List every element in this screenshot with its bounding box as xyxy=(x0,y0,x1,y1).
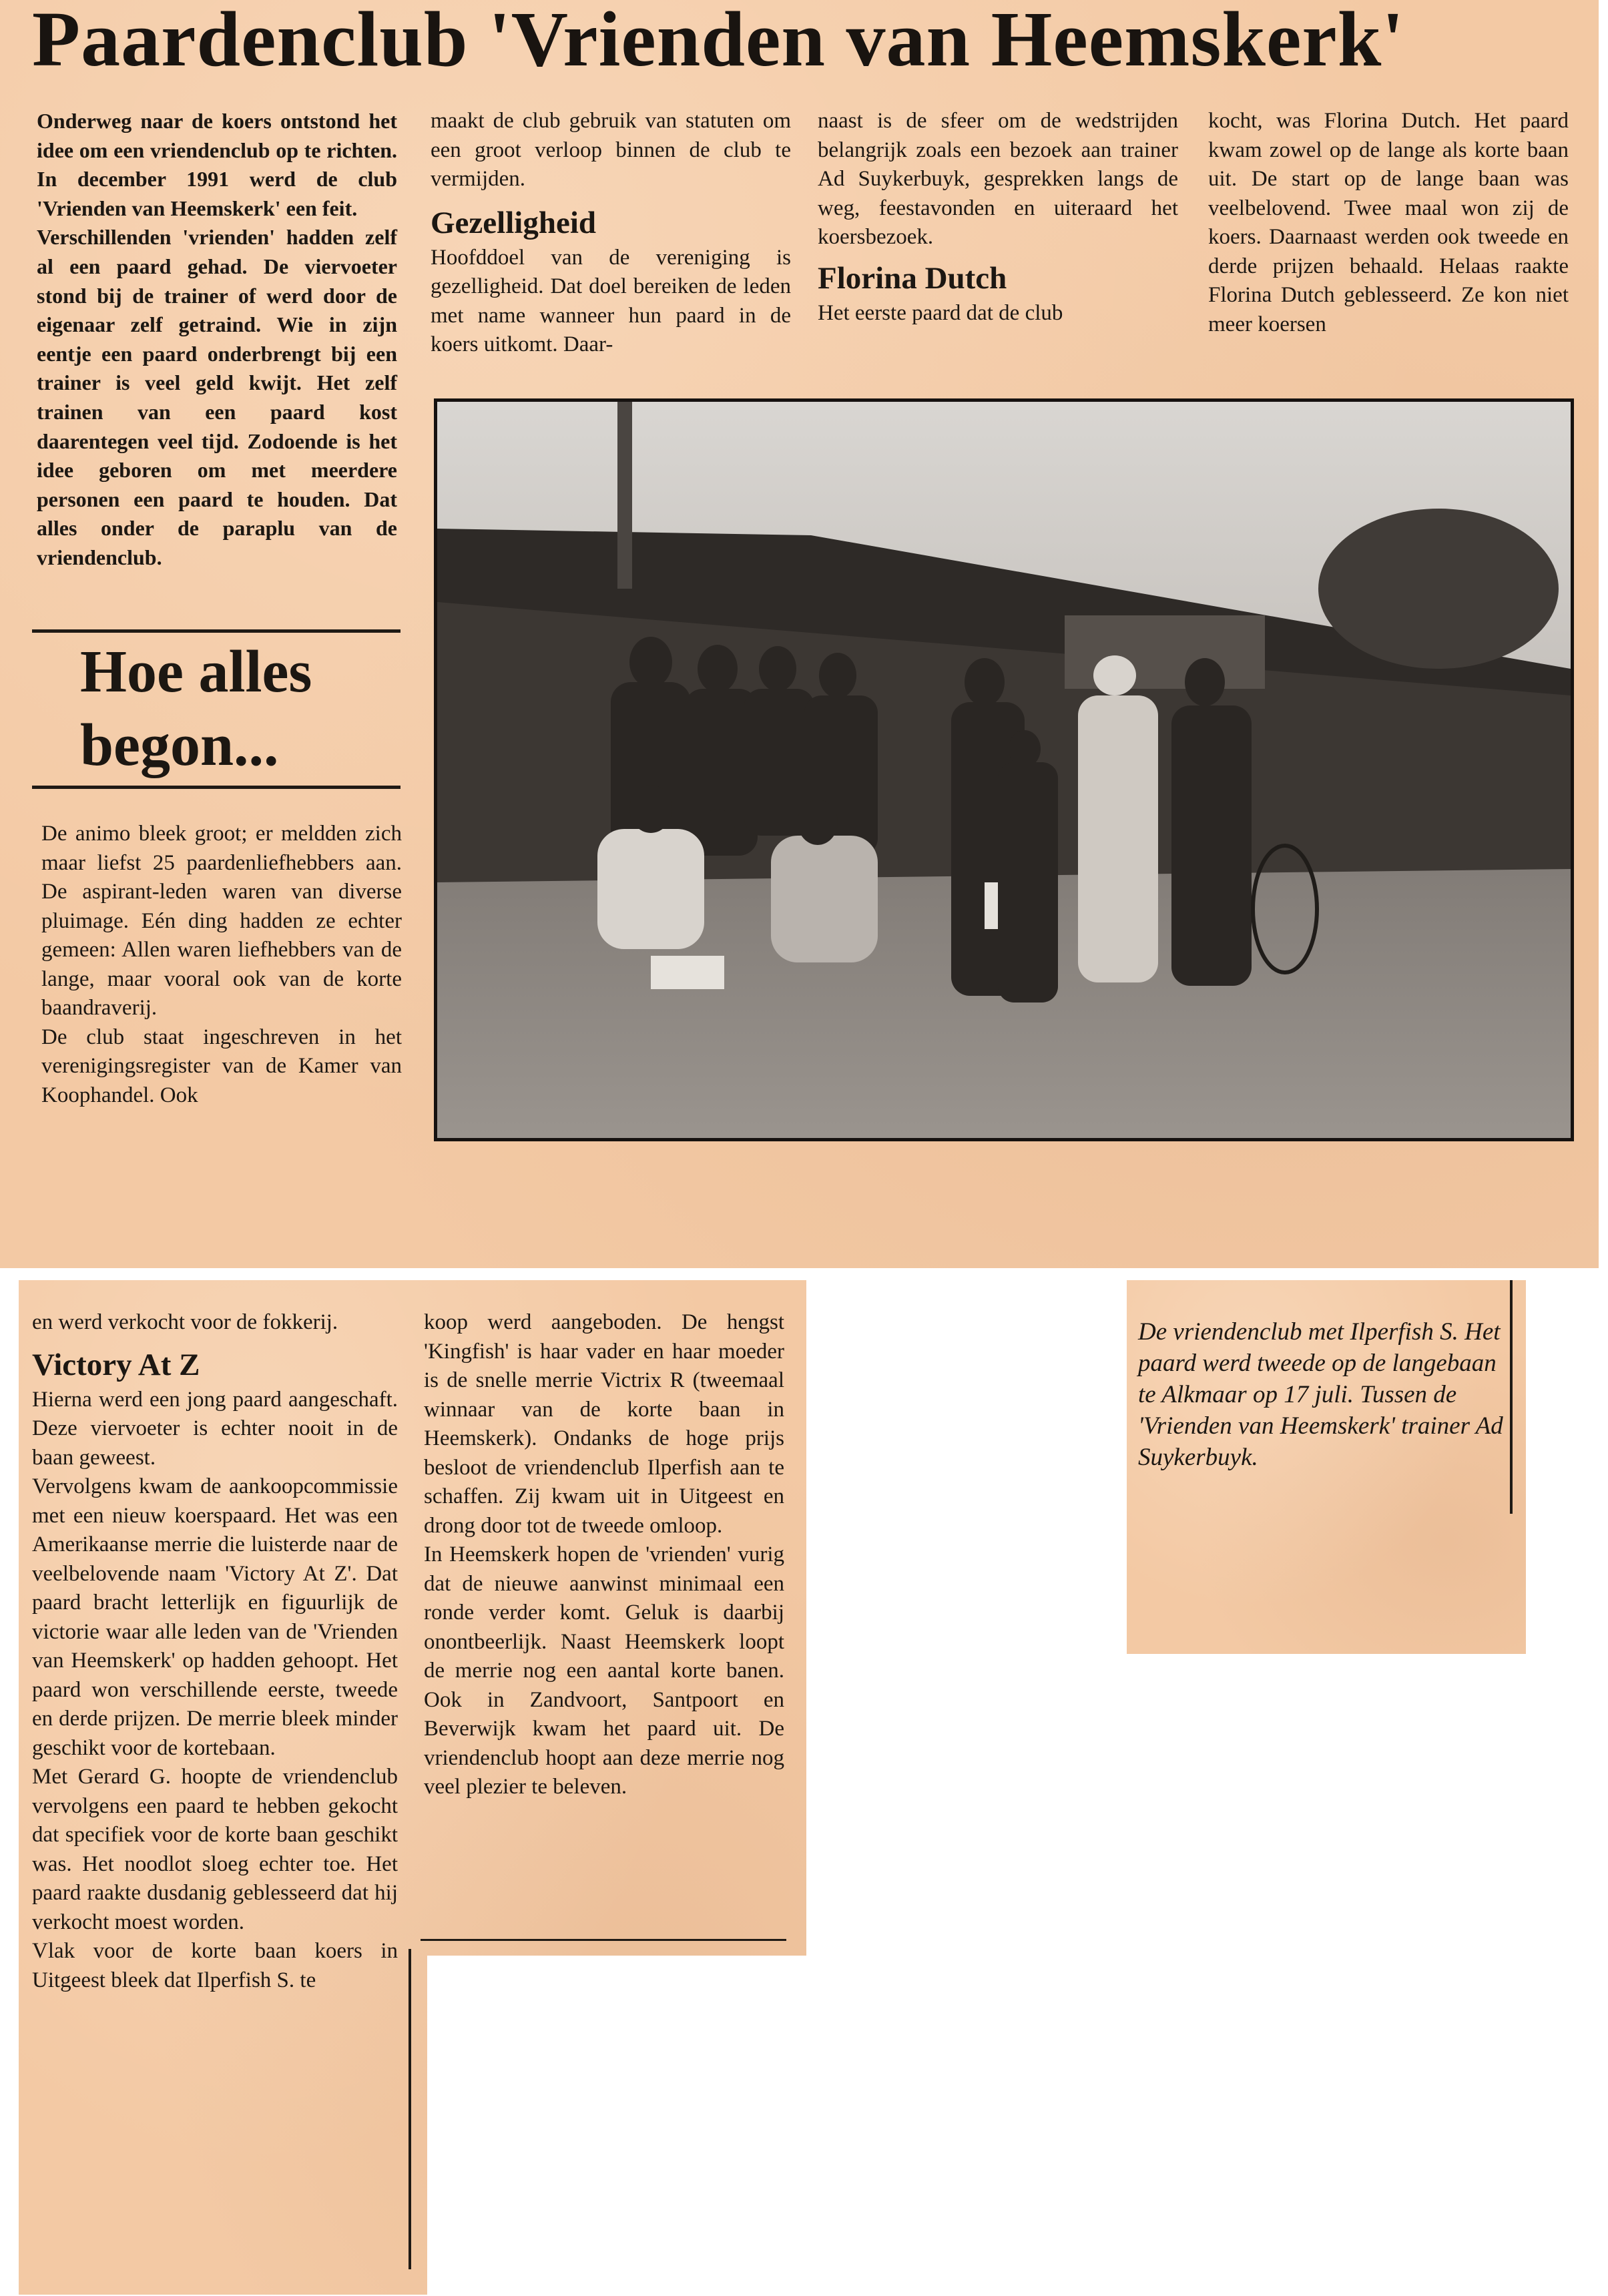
body-paragraph: De club staat ingeschreven in het verenigingsregister van de Kamer van Koophandel. Ook xyxy=(41,1025,402,1107)
body-paragraph: In Heemskerk hopen de 'vrienden' vurig dat de nieuwe aanwinst minimaal een ronde verder komt. Geluk is daarbij onontbeerlijk. Naast Heemskerk loopt de merrie nog een aantal korte banen. Ook in Zandvoort, Santpoort en Beverwijk kwam het paard uit. De vriendenclub hoopt aan deze merrie nog veel plezier te beleven. xyxy=(424,1542,784,1799)
subheading-gezelligheid: Gezelligheid xyxy=(431,205,597,240)
body-paragraph: Vervolgens kwam de aankoopcommissie met een nieuw koerspaard. Het was een Amerikaanse merrie die luisterde naar de veelbelovende naam 'Victory At Z'. Dat paard bracht letterlijk en figuurlijk de victorie waar alle leden van de 'Vrienden van Heemskerk' op hadden gehoopt. Het paard won verschillende eerste, tweede en derde prijzen. De merrie bleek minder geschikt voor de kortebaan. xyxy=(32,1474,398,1760)
intro-paragraph: Onderweg naar de koers ontstond het idee om een vriendenclub op te richten. In december 1991 werd de club 'Vrienden van Heemskerk' een feit. xyxy=(37,109,397,220)
body-paragraph: en werd verkocht voor de fokkerij. xyxy=(32,1310,338,1334)
subheading-florina-dutch: Florina Dutch xyxy=(818,260,1007,296)
lower-column-1 xyxy=(32,1308,398,1995)
body-paragraph: Vlak voor de korte baan koers in Uitgeest bleek dat Ilperfish S. te xyxy=(32,1939,398,1992)
lower-bottom-rule xyxy=(421,1939,786,1941)
intro-paragraph: Verschillenden 'vrienden' hadden zelf al een paard gehad. De viervoeter stond bij de trainer of werd door de eigenaar zelf getraind. Wie in zijn eentje een paard onderbrengt bij een trainer is veel geld kwijt. Het zelf trainen van een paard kost daarentegen veel tijd. Zodoende is het idee geboren om met meerdere personen een paard te houden. Dat alles onder de paraplu van de vriendenclub. xyxy=(37,225,397,569)
box-bottom-rule xyxy=(32,786,400,789)
body-paragraph: kocht, was Florina Dutch. Het paard kwam zowel op de lange als korte baan uit. De start op de lange baan was veelbelovend. Twee maal won zij de koers. Daarnaast werden ook tweede en derde prijzen behaald. Helaas raakte Florina Dutch geblesseerd. Ze kon niet meer koersen xyxy=(1208,109,1569,336)
headline: Paardenclub 'Vrienden van Heemskerk' xyxy=(32,0,1405,83)
column-rule xyxy=(409,1949,411,2269)
column-3 xyxy=(818,107,1178,328)
photo-caption: De vriendenclub met Ilperfish S. Het paard werd tweede op de langebaan te Alkmaar op 17 juli. Tussen de 'Vrienden van Heemskerk' trainer Ad Suykerbuyk. xyxy=(1138,1318,1503,1471)
body-paragraph: Hierna werd een jong paard aangeschaft. Deze viervoeter is echter nooit in de baan geweest. xyxy=(32,1387,398,1470)
subheading-victory-at-z: Victory At Z xyxy=(32,1347,200,1382)
body-paragraph: De animo bleek groot; er meldden zich maar liefst 25 paardenliefhebbers aan. De aspirant-leden waren van diverse pluimage. Eén ding hadden ze echter gemeen: Allen waren liefhebbers van de lange, maar vooral ook van de korte baandraverij. xyxy=(41,822,402,1020)
lower-column-2 xyxy=(424,1308,784,1802)
box-top-rule xyxy=(32,629,400,633)
box-title: Hoe alles begon... xyxy=(80,639,312,778)
column-1-body xyxy=(41,820,402,1110)
body-paragraph: Met Gerard G. hoopte de vriendenclub vervolgens een paard te hebben gekocht dat specifiek voor de korte baan geschikt was. Het noodlot sloeg echter toe. Het paard raakte dusdanig geblesseerd dat hij verkocht moest worden. xyxy=(32,1765,398,1934)
group-photo-image xyxy=(437,402,1571,1138)
body-paragraph: Het eerste paard dat de club xyxy=(818,300,1063,325)
body-paragraph: naast is de sfeer om de wedstrijden belangrijk zoals een bezoek aan trainer Ad Suykerbuyk, gesprekken langs de weg, feestavonden en uiteraard het koersbezoek. xyxy=(818,109,1178,249)
intro-column xyxy=(37,107,397,573)
body-paragraph: maakt de club gebruik van statuten om een groot verloop binnen de club te vermijden. xyxy=(431,109,791,191)
body-paragraph: Hoofddoel van de vereniging is gezelligheid. Dat doel bereiken de leden met name wanneer hun paard in de koers uitkomt. Daar- xyxy=(431,245,791,356)
column-4 xyxy=(1208,107,1569,339)
clipping-cutout xyxy=(427,1956,806,2296)
column-2 xyxy=(431,107,791,360)
group-photo xyxy=(434,398,1574,1141)
body-paragraph: koop werd aangeboden. De hengst 'Kingfish' is haar vader en haar moeder is de snelle merrie Victrix R (tweemaal winnaar van de korte baan in Heemskerk). Ondanks de hoge prijs besloot de vriendenclub Ilperfish aan te schaffen. Zij kwam uit in Uitgeest en drong door tot de tweede omloop. xyxy=(424,1310,784,1538)
